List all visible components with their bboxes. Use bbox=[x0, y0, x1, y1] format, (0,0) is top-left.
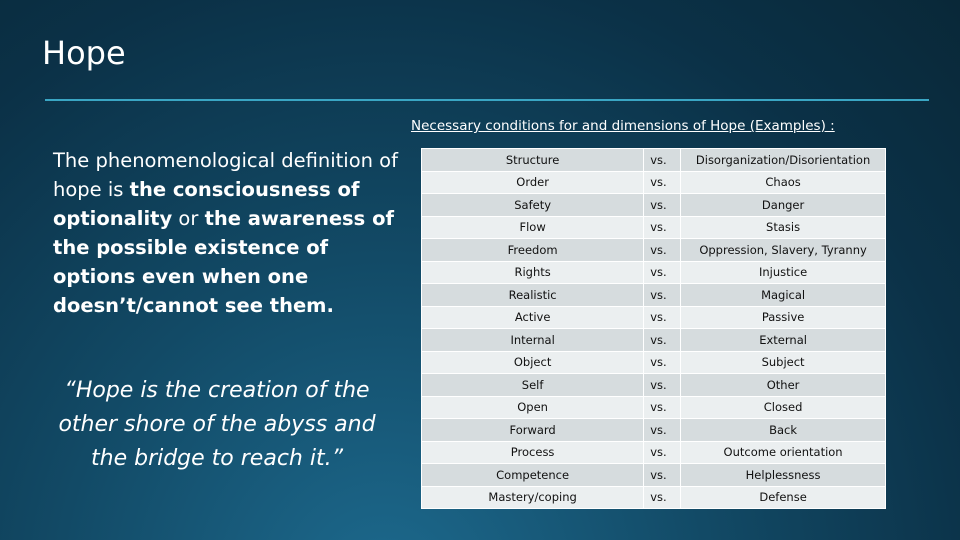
vs-cell: vs. bbox=[644, 329, 681, 352]
vs-cell: vs. bbox=[644, 351, 681, 374]
opposite-cell: Magical bbox=[681, 284, 886, 307]
opposite-cell: External bbox=[681, 329, 886, 352]
table-row bbox=[422, 149, 886, 172]
definition-text-1: The phenomenological definition of hope is bbox=[53, 149, 398, 201]
opposite-cell: Chaos bbox=[681, 171, 886, 194]
table-row bbox=[422, 486, 886, 509]
vs-cell: vs. bbox=[644, 239, 681, 262]
table-row bbox=[422, 261, 886, 284]
opposite-cell: Stasis bbox=[681, 216, 886, 239]
table-row bbox=[422, 351, 886, 374]
vs-cell: vs. bbox=[644, 441, 681, 464]
definition-text-2: or bbox=[172, 207, 205, 230]
condition-cell: Realistic bbox=[422, 284, 644, 307]
vs-cell: vs. bbox=[644, 216, 681, 239]
slide-title: Hope bbox=[42, 34, 126, 72]
condition-cell: Internal bbox=[422, 329, 644, 352]
condition-cell: Self bbox=[422, 374, 644, 397]
opposite-cell: Passive bbox=[681, 306, 886, 329]
hope-definition bbox=[53, 146, 398, 320]
condition-cell: Process bbox=[422, 441, 644, 464]
vs-cell: vs. bbox=[644, 194, 681, 217]
table-row bbox=[422, 216, 886, 239]
vs-cell: vs. bbox=[644, 261, 681, 284]
hope-quote: “Hope is the creation of the other shore of the abyss and the bridge to reach it.” bbox=[58, 378, 376, 471]
condition-cell: Safety bbox=[422, 194, 644, 217]
vs-cell: vs. bbox=[644, 464, 681, 487]
definition-bold-1: the consciousness of optionality bbox=[53, 178, 360, 230]
vs-cell: vs. bbox=[644, 486, 681, 509]
condition-cell: Order bbox=[422, 171, 644, 194]
table-row bbox=[422, 441, 886, 464]
table-row bbox=[422, 284, 886, 307]
table-row bbox=[422, 306, 886, 329]
condition-cell: Structure bbox=[422, 149, 644, 172]
condition-cell: Forward bbox=[422, 419, 644, 442]
table-row bbox=[422, 374, 886, 397]
vs-cell: vs. bbox=[644, 396, 681, 419]
opposite-cell: Defense bbox=[681, 486, 886, 509]
dimensions-table bbox=[421, 148, 886, 509]
opposite-cell: Oppression, Slavery, Tyranny bbox=[681, 239, 886, 262]
table-row bbox=[422, 329, 886, 352]
condition-cell: Flow bbox=[422, 216, 644, 239]
opposite-cell: Back bbox=[681, 419, 886, 442]
definition-bold-2: the awareness of the possible existence of options even when one doesn’t/cannot see them. bbox=[53, 207, 394, 317]
condition-cell: Open bbox=[422, 396, 644, 419]
table-row bbox=[422, 419, 886, 442]
opposite-cell: Subject bbox=[681, 351, 886, 374]
condition-cell: Freedom bbox=[422, 239, 644, 262]
table-row bbox=[422, 171, 886, 194]
condition-cell: Competence bbox=[422, 464, 644, 487]
vs-cell: vs. bbox=[644, 419, 681, 442]
condition-cell: Mastery/coping bbox=[422, 486, 644, 509]
table-row bbox=[422, 239, 886, 262]
table-heading: Necessary conditions for and dimensions of Hope (Examples) : bbox=[411, 118, 835, 134]
condition-cell: Active bbox=[422, 306, 644, 329]
table-row bbox=[422, 194, 886, 217]
vs-cell: vs. bbox=[644, 284, 681, 307]
opposite-cell: Disorganization/Disorientation bbox=[681, 149, 886, 172]
condition-cell: Rights bbox=[422, 261, 644, 284]
dimensions-table-body bbox=[422, 149, 886, 509]
opposite-cell: Outcome orientation bbox=[681, 441, 886, 464]
vs-cell: vs. bbox=[644, 374, 681, 397]
table-row bbox=[422, 464, 886, 487]
opposite-cell: Danger bbox=[681, 194, 886, 217]
opposite-cell: Helplessness bbox=[681, 464, 886, 487]
condition-cell: Object bbox=[422, 351, 644, 374]
opposite-cell: Closed bbox=[681, 396, 886, 419]
vs-cell: vs. bbox=[644, 171, 681, 194]
opposite-cell: Other bbox=[681, 374, 886, 397]
table-row bbox=[422, 396, 886, 419]
vs-cell: vs. bbox=[644, 306, 681, 329]
opposite-cell: Injustice bbox=[681, 261, 886, 284]
title-divider bbox=[45, 99, 929, 101]
vs-cell: vs. bbox=[644, 149, 681, 172]
